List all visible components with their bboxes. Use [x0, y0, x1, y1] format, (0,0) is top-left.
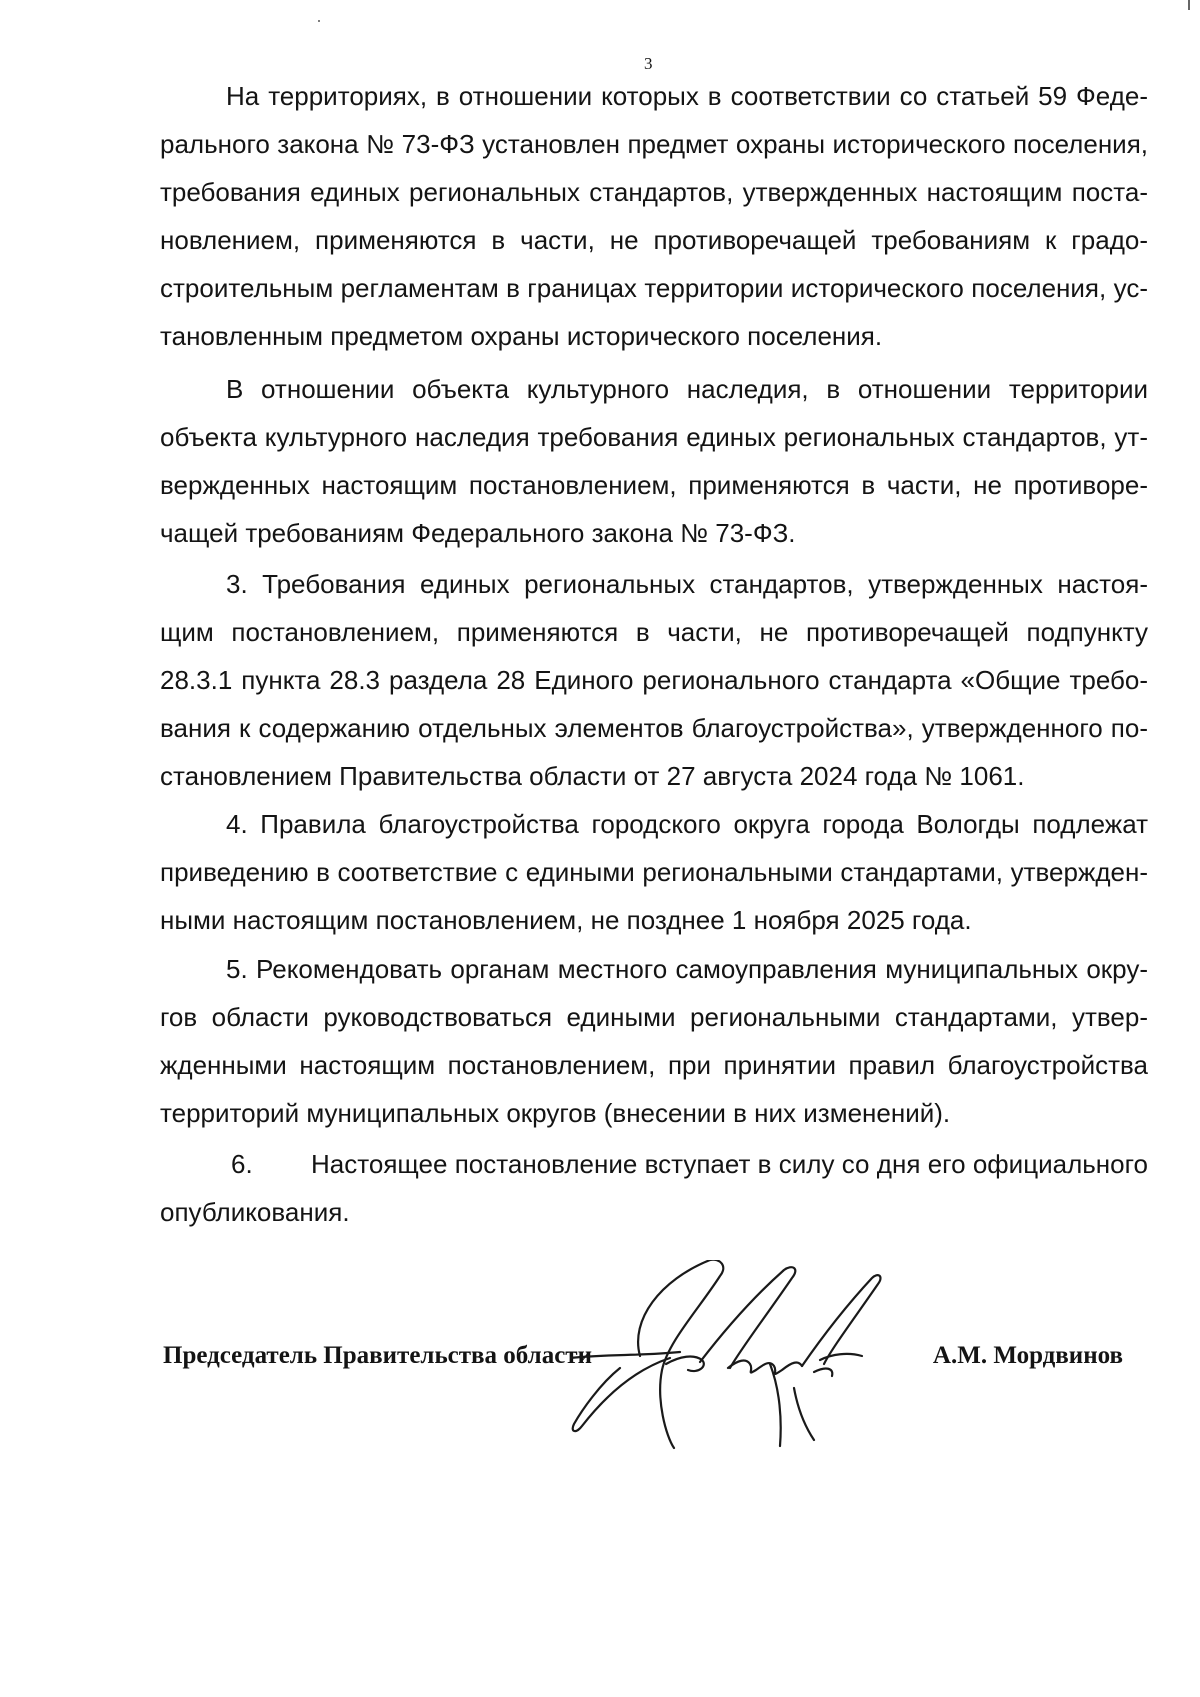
paragraph-line: жденными настоящим постановлением, при принятии правил благоустройства: [160, 1050, 1148, 1080]
paragraph-line: становлением Правительства области от 27 августа 2024 года № 1061.: [160, 761, 1025, 791]
signatory-name: А.М. Мордвинов: [932, 1342, 1123, 1369]
paragraph-line: опубликования.: [160, 1197, 350, 1227]
paragraph-line: объекта культурного наследия требования единых региональных стандартов, ут-: [160, 422, 1148, 452]
paragraph-line: 28.3.1 пункта 28.3 раздела 28 Единого регионального стандарта «Общие требо-: [160, 665, 1148, 695]
paragraph-line: 5. Рекомендовать органам местного самоуправления муниципальных окру-: [226, 954, 1148, 984]
paragraph-line: чащей требованиям Федерального закона № 73-ФЗ.: [160, 518, 796, 548]
paragraph-item-3: [160, 560, 1148, 800]
paragraph-line: В отношении объекта культурного наследия, в отношении территории: [226, 374, 1148, 404]
signatory-title: Председатель Правительства области: [163, 1342, 592, 1369]
paragraph-item-4: [160, 800, 1148, 944]
paragraph-line-text: Настоящее постановление вступает в силу со дня его официального: [311, 1149, 1148, 1179]
paragraph-line: 3. Требования единых региональных стандартов, утвержденных настоя-: [226, 569, 1148, 599]
paragraph-line: приведению в соответствие с едиными региональными стандартами, утвержден-: [160, 857, 1148, 887]
paragraph-line: щим постановлением, применяются в части, не противоречащей подпункту: [160, 617, 1148, 647]
paragraph-line: строительным регламентам в границах территории исторического поселения, ус-: [160, 273, 1148, 303]
paragraph-line: На территориях, в отношении которых в соответствии со статьей 59 Феде-: [226, 81, 1148, 111]
item-number: 6.: [231, 1149, 253, 1179]
scan-corner-mark: [1188, 0, 1190, 10]
paragraph-line: территорий муниципальных округов (внесении в них изменений).: [160, 1098, 951, 1128]
paragraph-line: вания к содержанию отдельных элементов благоустройства», утвержденного по-: [160, 713, 1148, 743]
paragraph-line: требования единых региональных стандартов, утвержденных настоящим поста-: [160, 177, 1148, 207]
paragraph-line: тановленным предметом охраны исторического поселения.: [160, 321, 883, 351]
paragraph-item-5: [160, 945, 1148, 1137]
paragraph-cultural-heritage: [160, 365, 1148, 557]
paragraph-line: рального закона № 73-ФЗ установлен предмет охраны исторического поселения,: [160, 129, 1148, 159]
paragraph-line: новлением, применяются в части, не противоречащей требованиям к градо-: [160, 225, 1148, 255]
page-number: 3: [644, 54, 653, 73]
paragraph-line: вержденных настоящим постановлением, применяются в части, не противоре-: [160, 470, 1148, 500]
paragraph-historic-settlement: [160, 72, 1148, 360]
paragraph-line: гов области руководствоваться едиными региональными стандартами, утвер-: [160, 1002, 1148, 1032]
paragraph-line: ными настоящим постановлением, не позднее 1 ноября 2025 года.: [160, 905, 972, 935]
paragraph-line: [160, 1140, 1148, 1188]
handwritten-signature-icon: [570, 1260, 960, 1460]
paragraph-item-6: [160, 1140, 1148, 1236]
paragraph-line: 4. Правила благоустройства городского округа города Вологды подлежат: [226, 809, 1148, 839]
scan-speck: [318, 20, 320, 22]
